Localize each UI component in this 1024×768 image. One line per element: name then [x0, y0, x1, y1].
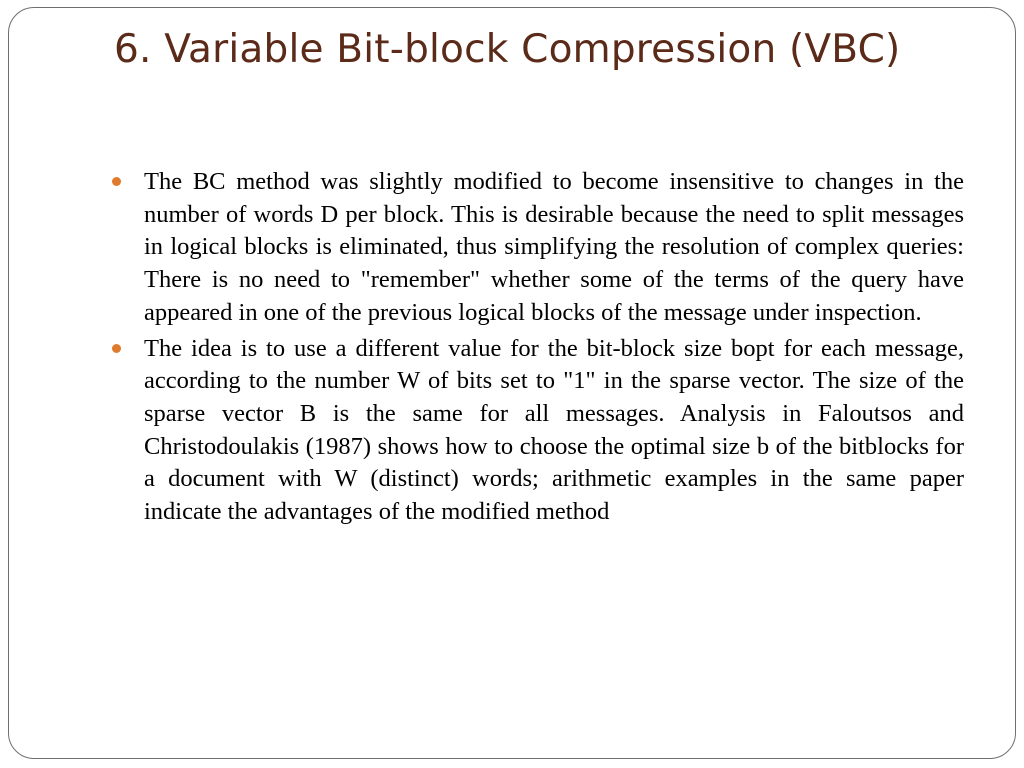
- bullet-dot-icon: [112, 344, 121, 353]
- slide-title: 6. Variable Bit-block Compression (VBC): [114, 27, 901, 72]
- bullet-list: [112, 166, 964, 532]
- bullet-text: The BC method was slightly modified to become insensitive to changes in the number of words D per block. This is desirable because the need to split messages in logical blocks is eliminated, thus simplifying the resolution of complex queries: There is no need to "remember" whether some of the terms of the query have appeared in one of the previous logical blocks of the message under inspection.: [144, 168, 964, 326]
- bullet-dot-icon: [112, 177, 121, 186]
- bullet-item: [112, 333, 964, 529]
- bullet-item: [112, 166, 964, 330]
- bullet-text: The idea is to use a different value for the bit-block size bopt for each message, according to the number W of bits set to "1" in the sparse vector. The size of the sparse vector B is the same for all messages. Analysis in Faloutsos and Christodoulakis (1987) shows how to choose the optimal size b of the bitblocks for a document with W (distinct) words; arithmetic examples in the same paper indicate the advantages of the modified method: [144, 334, 964, 526]
